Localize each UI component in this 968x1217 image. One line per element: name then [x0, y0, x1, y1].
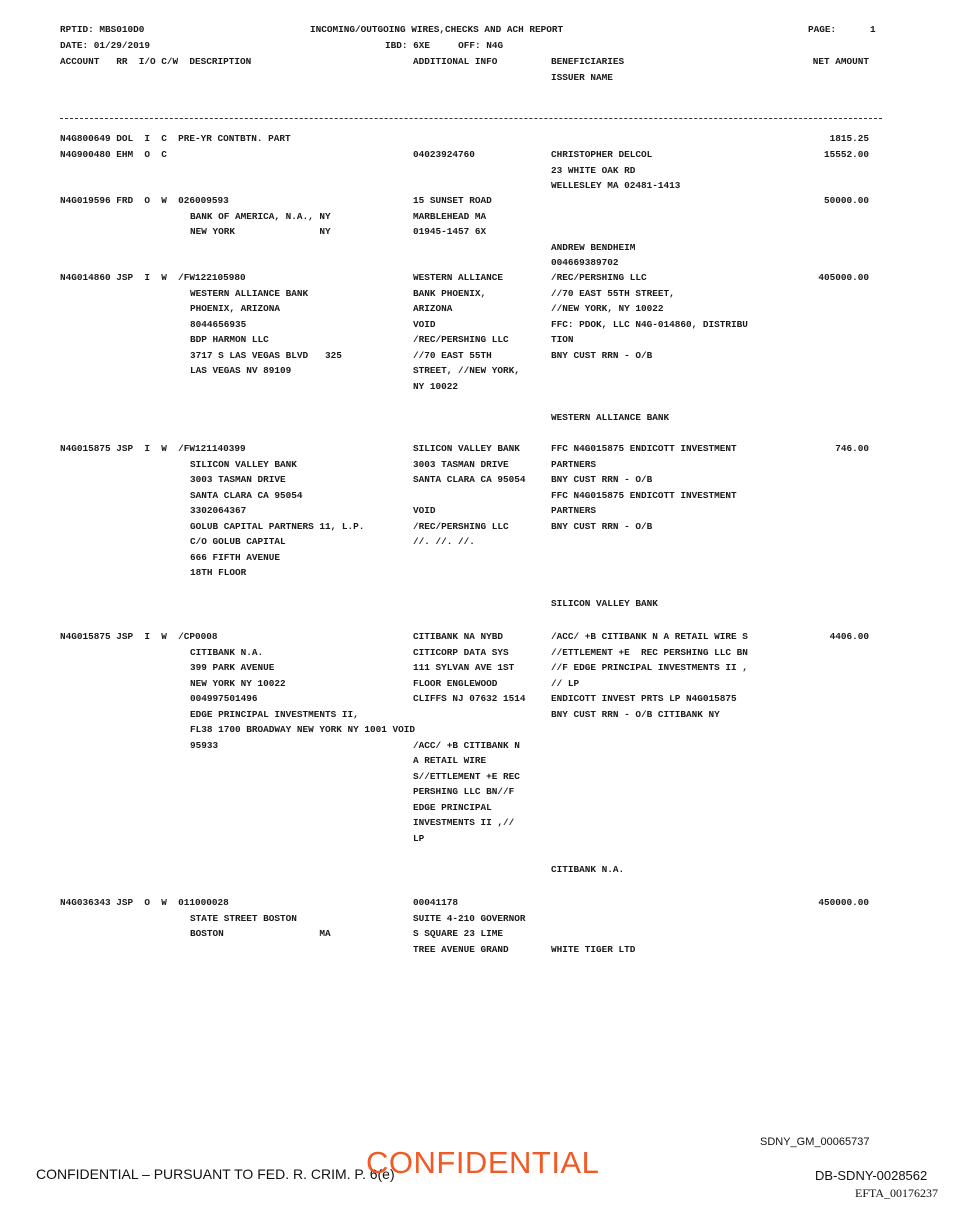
entry-info-line: VOID: [413, 318, 436, 330]
entry-info-line: TREE AVENUE GRAND: [413, 943, 509, 955]
entry-beneficiary-line: //NEW YORK, NY 10022: [551, 303, 664, 314]
column-header-info: ADDITIONAL INFO: [413, 56, 498, 67]
entry-beneficiary-line: CHRISTOPHER DELCOL: [551, 149, 653, 160]
entry-description-line: PHOENIX, ARIZONA: [190, 303, 281, 314]
entry-account: N4G014860 JSP I W /FW122105980: [60, 272, 246, 283]
entry-beneficiary-line: WHITE TIGER LTD: [551, 943, 636, 955]
entry-info-line: SUITE 4-210 GOVERNOR: [413, 912, 526, 924]
entry-info-line: /REC/PERSHING LLC: [413, 520, 509, 532]
column-header-beneficiaries: BENEFICIARIES: [551, 56, 625, 67]
entry-info-line: 04023924760: [413, 149, 475, 160]
entry-amount: 4406.00: [829, 631, 869, 642]
entry-info-line: LP: [413, 832, 425, 844]
entry-beneficiary-line: // LP: [551, 677, 580, 689]
entry-description-line: NEW YORK NY 10022: [190, 677, 286, 689]
entry-info-line: SILICON VALLEY BANK: [413, 443, 520, 454]
entry-beneficiary-line: 23 WHITE OAK RD: [551, 164, 636, 176]
entry-info-line: VOID: [413, 505, 436, 516]
report-date: DATE: 01/29/2019: [60, 40, 151, 51]
entry-beneficiary-line: CITIBANK N.A.: [551, 863, 625, 875]
entry-info-line: 15 SUNSET ROAD: [413, 195, 492, 206]
entry-beneficiary-line: BNY CUST RRN - O/B: [551, 474, 653, 485]
entry-info-line: EDGE PRINCIPAL: [413, 801, 492, 813]
entry-beneficiary-line: FFC N4G015875 ENDICOTT INVESTMENT: [551, 489, 737, 501]
entry-beneficiary-line: //F EDGE PRINCIPAL INVESTMENTS II ,: [551, 662, 748, 673]
entry-description-line: BDP HARMON LLC: [190, 334, 269, 345]
entry-info-line: S SQUARE 23 LIME: [413, 928, 504, 939]
entry-amount: 50000.00: [823, 195, 869, 206]
entry-info-line: PERSHING LLC BN//F: [413, 786, 515, 797]
entry-description-line: 8044656935: [190, 318, 247, 330]
entry-beneficiary-line: //ETTLEMENT +E REC PERSHING LLC BN: [551, 646, 748, 658]
entry-beneficiary-line: ANDREW BENDHEIM: [551, 241, 636, 253]
entry-info-line: 00041178: [413, 897, 459, 908]
entry-account: N4G900480 EHM O C: [60, 149, 167, 160]
bates-sdny: SDNY_GM_00065737: [760, 1136, 870, 1148]
entry-beneficiary-line: SILICON VALLEY BANK: [551, 598, 658, 609]
entry-amount: 746.00: [835, 443, 869, 454]
entry-amount: 1815.25: [829, 133, 869, 144]
entry-info-line: S//ETTLEMENT +E REC: [413, 770, 520, 782]
entry-description-line: SILICON VALLEY BANK: [190, 458, 297, 470]
entry-info-line: INVESTMENTS II ,//: [413, 817, 515, 828]
report-id: RPTID: MBS010D0: [60, 24, 145, 35]
entry-info-line: CITIBANK NA NYBD: [413, 631, 504, 642]
entry-beneficiary-line: ENDICOTT INVEST PRTS LP N4G015875: [551, 693, 737, 704]
entry-description-line: SANTA CLARA CA 95054: [190, 489, 303, 501]
entry-info-line: 111 SYLVAN AVE 1ST: [413, 662, 515, 673]
entry-beneficiary-line: 004669389702: [551, 257, 619, 268]
entry-description-line: FL38 1700 BROADWAY NEW YORK NY 1001 VOID: [190, 724, 416, 735]
entry-amount: 450000.00: [818, 897, 869, 908]
ibd-office: IBD: 6XE OFF: N4G: [385, 40, 504, 51]
column-header-amount: NET AMOUNT: [812, 56, 869, 67]
entry-beneficiary-line: BNY CUST RRN - O/B CITIBANK NY: [551, 708, 720, 720]
entry-description-line: 95933: [190, 739, 219, 751]
page-label: PAGE:: [808, 24, 837, 35]
entry-info-line: BANK PHOENIX,: [413, 287, 487, 299]
entry-beneficiary-line: /ACC/ +B CITIBANK N A RETAIL WIRE S: [551, 631, 748, 642]
entry-account: N4G015875 JSP I W /FW121140399: [60, 443, 246, 454]
entry-description-line: CITIBANK N.A.: [190, 646, 264, 658]
entry-beneficiary-line: WELLESLEY MA 02481-1413: [551, 180, 681, 191]
entry-info-line: WESTERN ALLIANCE: [413, 272, 504, 283]
entry-beneficiary-line: FFC N4G015875 ENDICOTT INVESTMENT: [551, 443, 737, 454]
entry-account: N4G800649 DOL I C PRE-YR CONTBTN. PART: [60, 133, 291, 144]
entry-account: N4G015875 JSP I W /CP0008: [60, 631, 218, 642]
entry-beneficiary-line: FFC: PDOK, LLC N4G-014860, DISTRIBU: [551, 318, 748, 330]
entry-description-line: LAS VEGAS NV 89109: [190, 365, 292, 376]
entry-info-line: NY 10022: [413, 380, 459, 392]
entry-beneficiary-line: BNY CUST RRN - O/B: [551, 520, 653, 532]
entry-description-line: C/O GOLUB CAPITAL: [190, 536, 286, 547]
entry-description-line: 3302064367: [190, 505, 247, 516]
entry-info-line: /REC/PERSHING LLC: [413, 334, 509, 345]
column-header-account: ACCOUNT RR I/O C/W DESCRIPTION: [60, 56, 252, 67]
entry-beneficiary-line: PARTNERS: [551, 458, 597, 470]
entry-info-line: CITICORP DATA SYS: [413, 646, 509, 658]
entry-beneficiary-line: PARTNERS: [551, 505, 597, 516]
page-number: 1: [870, 24, 876, 35]
entry-description-line: NEW YORK NY: [190, 226, 331, 237]
entry-description-line: EDGE PRINCIPAL INVESTMENTS II,: [190, 708, 359, 720]
entry-beneficiary-line: //70 EAST 55TH STREET,: [551, 287, 675, 299]
entry-info-line: 3003 TASMAN DRIVE: [413, 458, 509, 470]
entry-description-line: 399 PARK AVENUE: [190, 662, 275, 673]
entry-description-line: BANK OF AMERICA, N.A., NY: [190, 210, 331, 222]
entry-description-line: 004997501496: [190, 693, 258, 704]
column-header-issuer: ISSUER NAME: [551, 72, 613, 83]
entry-info-line: FLOOR ENGLEWOOD: [413, 677, 498, 689]
entry-description-line: GOLUB CAPITAL PARTNERS 11, L.P.: [190, 520, 365, 532]
entry-info-line: CLIFFS NJ 07632 1514: [413, 693, 526, 704]
entry-beneficiary-line: TION: [551, 334, 574, 345]
entry-description-line: 18TH FLOOR: [190, 567, 247, 578]
entry-amount: 15552.00: [823, 149, 869, 160]
entry-beneficiary-line: BNY CUST RRN - O/B: [551, 349, 653, 361]
entry-description-line: WESTERN ALLIANCE BANK: [190, 287, 309, 299]
report-title: INCOMING/OUTGOING WIRES,CHECKS AND ACH REPORT: [310, 24, 564, 35]
entry-info-line: STREET, //NEW YORK,: [413, 365, 520, 376]
entry-beneficiary-line: /REC/PERSHING LLC: [551, 272, 647, 283]
entry-account: N4G019596 FRD O W 026009593: [60, 195, 229, 206]
entry-info-line: ARIZONA: [413, 303, 453, 314]
bates-db: DB-SDNY-0028562: [815, 1168, 928, 1183]
entry-info-line: /ACC/ +B CITIBANK N: [413, 739, 520, 751]
entry-description-line: 3003 TASMAN DRIVE: [190, 474, 286, 485]
entry-info-line: //. //. //.: [413, 536, 475, 547]
bates-efta: EFTA_00176237: [855, 1186, 939, 1200]
entry-description-line: 3717 S LAS VEGAS BLVD 325: [190, 349, 342, 361]
confidential-notice: CONFIDENTIAL – PURSUANT TO FED. R. CRIM. P. 6(e): [36, 1166, 395, 1182]
entry-description-line: STATE STREET BOSTON: [190, 912, 297, 924]
entry-info-line: 01945-1457 6X: [413, 226, 487, 237]
entry-info-line: MARBLEHEAD MA: [413, 210, 487, 222]
header-separator: [60, 118, 882, 119]
entry-info-line: //70 EAST 55TH: [413, 349, 492, 361]
entry-description-line: 666 FIFTH AVENUE: [190, 551, 281, 563]
entry-beneficiary-line: WESTERN ALLIANCE BANK: [551, 411, 670, 423]
entry-account: N4G036343 JSP O W 011000028: [60, 897, 229, 908]
entry-amount: 405000.00: [818, 272, 869, 283]
entry-info-line: SANTA CLARA CA 95054: [413, 474, 526, 485]
entry-info-line: A RETAIL WIRE: [413, 755, 487, 766]
confidential-stamp: CONFIDENTIAL: [366, 1145, 600, 1180]
entry-description-line: BOSTON MA: [190, 928, 331, 939]
